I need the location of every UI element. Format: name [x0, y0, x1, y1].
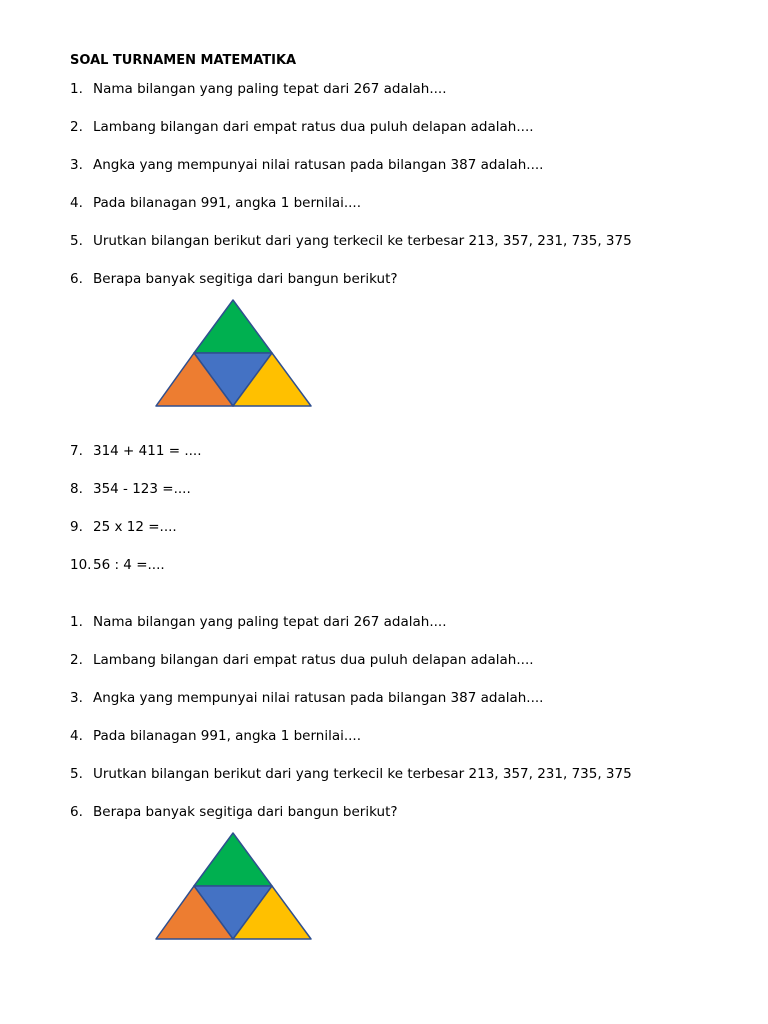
question-text: Nama bilangan yang paling tepat dari 267 adalah....: [93, 81, 447, 97]
question-number: 2.: [70, 652, 83, 668]
question-number: 5.: [70, 766, 83, 782]
triangle-top-green: [194, 300, 272, 353]
question-number: 5.: [70, 233, 83, 249]
question-text: Berapa banyak segitiga dari bangun berikut?: [93, 804, 398, 820]
question-text: Lambang bilangan dari empat ratus dua puluh delapan adalah....: [93, 119, 534, 135]
question-number: 2.: [70, 119, 83, 135]
question-text: Urutkan bilangan berikut dari yang terkecil ke terbesar 213, 357, 231, 735, 375: [93, 233, 632, 249]
question-number: 8.: [70, 481, 83, 497]
question-text: 314 + 411 = ....: [93, 443, 202, 459]
question-text: Angka yang mempunyai nilai ratusan pada bilangan 387 adalah....: [93, 690, 544, 706]
question-text: Angka yang mempunyai nilai ratusan pada bilangan 387 adalah....: [93, 157, 544, 173]
question-text: Pada bilanagan 991, angka 1 bernilai....: [93, 728, 362, 744]
triangle-top-green: [194, 833, 272, 886]
triangle-figure: [150, 829, 318, 943]
question-number: 4.: [70, 728, 83, 744]
question-text: 25 x 12 =....: [93, 519, 177, 535]
question-text: Urutkan bilangan berikut dari yang terkecil ke terbesar 213, 357, 231, 735, 375: [93, 766, 632, 782]
question-number: 9.: [70, 519, 83, 535]
question-text: Berapa banyak segitiga dari bangun berikut?: [93, 271, 398, 287]
question-text: 354 - 123 =....: [93, 481, 191, 497]
page-title: SOAL TURNAMEN MATEMATIKA: [70, 53, 297, 68]
question-text: Nama bilangan yang paling tepat dari 267 adalah....: [93, 614, 447, 630]
question-text: Lambang bilangan dari empat ratus dua puluh delapan adalah....: [93, 652, 534, 668]
question-number: 6.: [70, 271, 83, 287]
question-text: Pada bilanagan 991, angka 1 bernilai....: [93, 195, 362, 211]
question-number: 3.: [70, 690, 83, 706]
question-number: 1.: [70, 614, 83, 630]
question-number: 10.: [70, 557, 92, 573]
triangle-figure: [150, 296, 318, 410]
question-number: 1.: [70, 81, 83, 97]
question-number: 6.: [70, 804, 83, 820]
question-number: 7.: [70, 443, 83, 459]
question-text: 56 : 4 =....: [93, 557, 165, 573]
question-number: 3.: [70, 157, 83, 173]
question-number: 4.: [70, 195, 83, 211]
